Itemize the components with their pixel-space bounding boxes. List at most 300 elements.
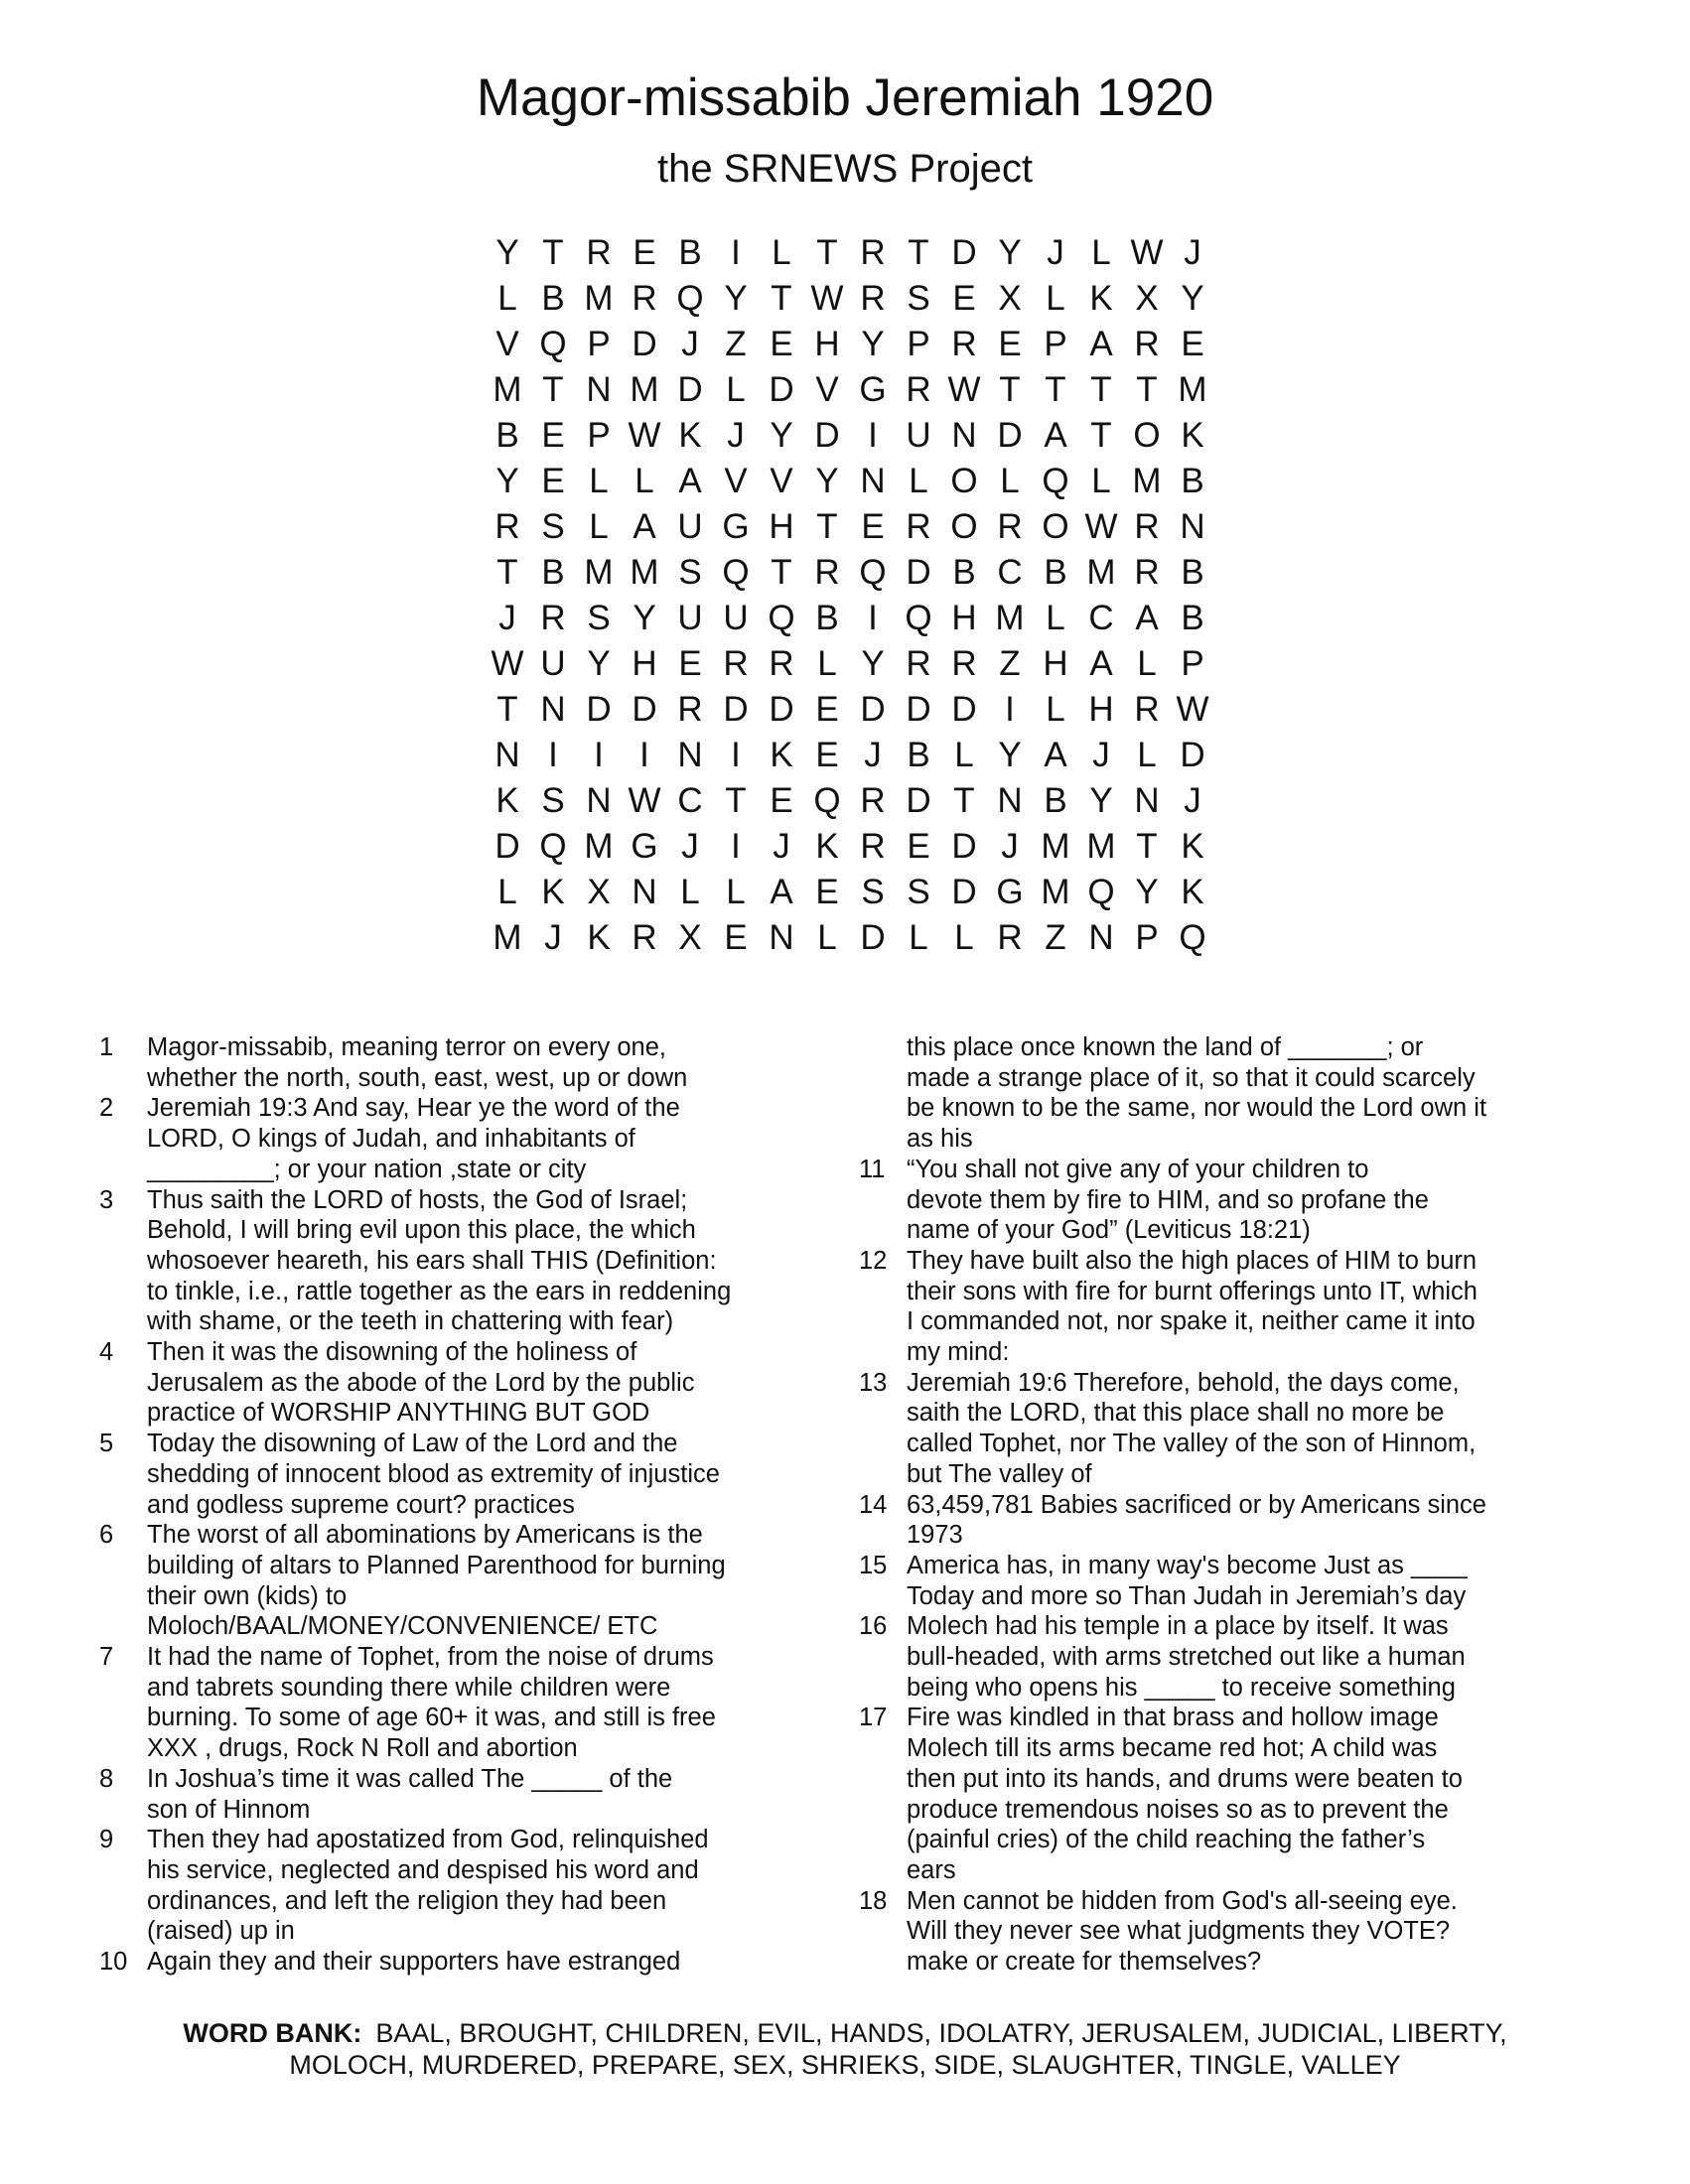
word-bank-words-line2: MOLOCH, MURDERED, PREPARE, SEX, SHRIEKS, SIDE, SLAUGHTER, TINGLE, VALLEY [289, 2050, 1401, 2080]
grid-letter: I [639, 736, 649, 774]
grid-letter: N [1134, 781, 1160, 820]
grid-letter: D [494, 827, 520, 866]
grid-letter: E [678, 644, 702, 683]
grid-letter: D [814, 416, 840, 455]
grid-letter: L [589, 462, 609, 500]
grid-letter: X [587, 873, 611, 911]
grid-letter: L [497, 279, 517, 318]
grid-letter: E [815, 690, 839, 729]
clue-number: 13 [859, 1368, 888, 1397]
grid-letter: U [906, 416, 931, 455]
grid-letter: M [1086, 827, 1116, 866]
grid-letter: B [952, 553, 976, 592]
grid-letter: J [681, 325, 699, 363]
grid-letter: D [860, 918, 886, 957]
grid-letter: N [769, 918, 794, 957]
grid-letter: W [1130, 233, 1164, 272]
grid-letter: K [495, 781, 519, 820]
clue-item [859, 1490, 1574, 1551]
grid-letter: W [810, 279, 844, 318]
word-bank-label: WORD BANK: [183, 2018, 362, 2048]
grid-letter: Y [770, 416, 793, 455]
grid-letter: A [770, 873, 793, 911]
grid-letter: D [951, 827, 977, 866]
grid-letter: E [952, 279, 976, 318]
grid-letter: M [1086, 553, 1116, 592]
clue-item [99, 1520, 814, 1642]
grid-letter: X [998, 279, 1022, 318]
grid-letter: R [951, 644, 977, 683]
grid-letter: Y [1181, 279, 1204, 318]
grid-letter: U [677, 599, 703, 637]
grid-letter: U [540, 644, 566, 683]
grid-letter: Z [725, 325, 747, 363]
grid-letter: P [587, 325, 611, 363]
grid-letter: L [954, 736, 974, 774]
grid-letter: T [1045, 370, 1066, 409]
grid-letter: T [496, 690, 518, 729]
grid-letter: Y [495, 233, 519, 272]
grid-letter: R [1134, 690, 1160, 729]
grid-letter: B [678, 233, 702, 272]
clue-text: Fire was kindled in that brass and hollow image Molech till its arms became red hot; A child was then put into its hands, and drums were beaten to produce tremendous noises so as to prevent the (painful cries) of the child reaching the father’s ears [907, 1704, 1463, 1884]
grid-letter: D [906, 690, 931, 729]
grid-letter: X [1135, 279, 1159, 318]
grid-letter: B [907, 736, 930, 774]
grid-letter: E [998, 325, 1022, 363]
grid-letter: E [541, 462, 565, 500]
grid-letter: R [769, 644, 794, 683]
grid-letter: T [771, 279, 792, 318]
grid-letter: R [860, 781, 886, 820]
grid-letter: I [1005, 690, 1015, 729]
grid-letter: R [860, 279, 886, 318]
grid-letter: I [731, 233, 741, 272]
grid-letter: Z [999, 644, 1021, 683]
clue-item [99, 1032, 814, 1093]
grid-letter: C [677, 781, 703, 820]
grid-letter: Q [1042, 462, 1069, 500]
grid-letter: N [1088, 918, 1114, 957]
grid-letter: Y [1089, 781, 1113, 820]
clue-text: Molech had his temple in a place by itself. It was bull-headed, with arms stretched out like a human being who opens his _____ to receive something [907, 1612, 1466, 1702]
grid-letter: R [997, 507, 1023, 546]
grid-letter: H [951, 599, 977, 637]
grid-letter: T [953, 781, 975, 820]
grid-letter: O [950, 507, 978, 546]
grid-letter: M [493, 370, 522, 409]
grid-letter: S [907, 279, 930, 318]
grid-letter: L [817, 918, 837, 957]
grid-letter: R [494, 507, 520, 546]
grid-letter: E [815, 736, 839, 774]
clue-number: 11 [859, 1155, 886, 1183]
grid-letter: L [726, 370, 746, 409]
clue-item [99, 1337, 814, 1429]
grid-letter: W [947, 370, 981, 409]
grid-letter: I [548, 736, 558, 774]
clue-10-continuation: this place once known the land of _______; or made a strange place of it, so that it could scarcely be known to be the same, nor would the Lord own it as his [907, 1033, 1487, 1154]
grid-letter: Q [768, 599, 795, 637]
grid-letter: D [723, 690, 749, 729]
grid-letter: I [594, 736, 604, 774]
grid-letter: T [771, 553, 792, 592]
clue-text: Jeremiah 19:6 Therefore, behold, the days come, saith the LORD, that this place shall no more be called Tophet, nor The valley of the son of Hinnom, but The valley of [907, 1368, 1477, 1488]
grid-letter: Y [495, 462, 519, 500]
grid-letter: K [1089, 279, 1113, 318]
grid-letter: D [860, 690, 886, 729]
grid-letter: K [1181, 873, 1204, 911]
clue-item [859, 1611, 1574, 1703]
grid-letter: N [540, 690, 566, 729]
grid-letter: S [541, 781, 565, 820]
clue-text: The worst of all abominations by Americans is the building of altars to Planned Parenthood for burning their own (kids) to Moloch/BAAL/MONEY/CONVENIENCE/ ETC [147, 1521, 726, 1641]
grid-letter: E [770, 781, 793, 820]
grid-letter: R [860, 233, 886, 272]
grid-letter: Y [998, 736, 1022, 774]
grid-letter: R [906, 370, 931, 409]
grid-letter: D [632, 690, 657, 729]
grid-letter: L [1046, 599, 1065, 637]
grid-letter: L [589, 507, 609, 546]
grid-letter: G [859, 370, 887, 409]
grid-letter: Q [676, 279, 704, 318]
grid-letter: R [677, 690, 703, 729]
grid-letter: Q [1179, 918, 1206, 957]
grid-letter: M [584, 827, 614, 866]
grid-letter: Y [1135, 873, 1159, 911]
grid-letter: T [1136, 827, 1158, 866]
grid-letter: M [584, 279, 614, 318]
grid-letter: E [633, 233, 656, 272]
grid-letter: Y [998, 233, 1022, 272]
grid-letter: R [906, 507, 931, 546]
grid-letter: L [726, 873, 746, 911]
grid-letter: L [680, 873, 700, 911]
grid-letter: V [815, 370, 839, 409]
grid-letter: W [491, 644, 524, 683]
grid-letter: S [907, 873, 930, 911]
grid-letter: N [586, 370, 612, 409]
grid-letter: Y [815, 462, 839, 500]
grid-letter: A [1044, 736, 1067, 774]
grid-letter: G [722, 507, 750, 546]
grid-letter: D [906, 781, 931, 820]
grid-letter: M [1041, 827, 1070, 866]
clue-number: 3 [99, 1185, 114, 1214]
grid-letter: I [731, 736, 741, 774]
clue-item [859, 1551, 1574, 1611]
clue-text: Again they and their supporters have estranged [147, 1948, 681, 1977]
grid-letter: R [1134, 507, 1160, 546]
clue-number: 8 [99, 1764, 114, 1793]
clue-text: In Joshua’s time it was called The _____ of the son of Hinnom [147, 1764, 673, 1824]
grid-letter: L [1091, 462, 1111, 500]
grid-letter: G [996, 873, 1024, 911]
grid-letter: P [1135, 918, 1159, 957]
grid-letter: K [770, 736, 793, 774]
grid-letter: J [727, 416, 745, 455]
clue-item [859, 1703, 1574, 1885]
grid-letter: J [1001, 827, 1019, 866]
clue-number: 9 [99, 1826, 114, 1854]
clue-text: 63,459,781 Babies sacrificed or by Americans since 1973 [907, 1490, 1486, 1550]
grid-letter: L [1046, 690, 1065, 729]
grid-letter: N [494, 736, 520, 774]
grid-letter: J [498, 599, 516, 637]
grid-letter: B [1181, 462, 1204, 500]
grid-letter: S [861, 873, 885, 911]
grid-letter: O [950, 462, 978, 500]
grid-letter: S [678, 553, 702, 592]
grid-letter: G [631, 827, 658, 866]
clue-number: 16 [859, 1612, 888, 1641]
clue-number: 1 [99, 1033, 114, 1061]
grid-letter: U [677, 507, 703, 546]
grid-letter: L [1046, 279, 1065, 318]
clue-item [99, 1825, 814, 1947]
clue-item [99, 1947, 814, 1978]
grid-letter: T [816, 233, 838, 272]
clue-number: 6 [99, 1521, 114, 1550]
grid-letter: D [677, 370, 703, 409]
grid-letter: H [632, 644, 657, 683]
grid-letter: M [630, 370, 659, 409]
grid-letter: Q [722, 553, 750, 592]
clue-text: Men cannot be hidden from God's all-seeing eye. Will they never see what judgments they VOTE? make or create for themselves? [907, 1886, 1458, 1977]
grid-letter: U [723, 599, 749, 637]
grid-letter: P [1044, 325, 1067, 363]
grid-letter: L [772, 233, 791, 272]
grid-letter: R [814, 553, 840, 592]
grid-letter: V [724, 462, 748, 500]
grid-letter: T [1136, 370, 1158, 409]
grid-letter: L [1137, 736, 1157, 774]
grid-letter: J [1092, 736, 1110, 774]
grid-letter: D [951, 233, 977, 272]
clue-item [99, 1764, 814, 1825]
grid-letter: D [769, 690, 794, 729]
grid-letter: X [678, 918, 702, 957]
grid-letter: T [496, 553, 518, 592]
grid-letter: M [630, 553, 659, 592]
grid-letter: B [815, 599, 839, 637]
grid-letter: K [587, 918, 611, 957]
grid-letter: J [1184, 781, 1201, 820]
grid-letter: O [1042, 507, 1069, 546]
grid-letter: E [815, 873, 839, 911]
grid-letter: R [1134, 553, 1160, 592]
clue-text: It had the name of Tophet, from the noise of drums and tabrets sounding there while children were burning. To some of age 60+ it was, and still is free XXX , drugs, Rock N Roll and abortion [147, 1643, 716, 1763]
grid-letter: E [907, 827, 930, 866]
clue-item [99, 1093, 814, 1184]
grid-letter: R [1134, 325, 1160, 363]
grid-letter: R [997, 918, 1023, 957]
clue-text: Magor-missabib, meaning terror on every one, whether the north, south, east, west, up or down [147, 1033, 688, 1092]
grid-letter: K [1181, 827, 1204, 866]
grid-letter: D [997, 416, 1023, 455]
clue-item [859, 1886, 1574, 1978]
clue-number: 15 [859, 1551, 888, 1579]
grid-letter: M [1132, 462, 1162, 500]
grid-letter: J [773, 827, 790, 866]
clue-list-right [859, 1032, 1574, 1978]
grid-letter: N [860, 462, 886, 500]
clue-text: Then it was the disowning of the holiness of Jerusalem as the abode of the Lord by the public practice of WORSHIP ANYTHING BUT GOD [147, 1338, 695, 1428]
grid-letter: D [769, 370, 794, 409]
grid-letter: M [1178, 370, 1207, 409]
grid-letter: J [544, 918, 562, 957]
grid-letter: A [678, 462, 702, 500]
grid-letter: Y [861, 644, 885, 683]
grid-letter: R [586, 233, 612, 272]
grid-letter: K [541, 873, 565, 911]
grid-letter: B [1044, 553, 1067, 592]
grid-letter: Y [861, 325, 885, 363]
grid-letter: H [769, 507, 794, 546]
clue-item [859, 1246, 1574, 1368]
grid-letter: Z [1045, 918, 1066, 957]
grid-letter: T [999, 370, 1021, 409]
clue-item [99, 1642, 814, 1764]
grid-letter: D [951, 873, 977, 911]
clue-list-left [99, 1032, 814, 1978]
grid-letter: W [628, 416, 661, 455]
grid-letter: T [725, 781, 747, 820]
grid-letter: E [541, 416, 565, 455]
grid-letter: V [770, 462, 793, 500]
word-bank [60, 2017, 1630, 2081]
clue-number: 18 [859, 1886, 888, 1915]
grid-letter: A [1135, 599, 1159, 637]
grid-letter: R [540, 599, 566, 637]
grid-letter: K [815, 827, 839, 866]
word-bank-words-line1: BAAL, BROUGHT, CHILDREN, EVIL, HANDS, IDOLATRY, JERUSALEM, JUDICIAL, LIBERTY, [375, 2018, 1507, 2048]
grid-letter: N [632, 873, 657, 911]
grid-letter: L [817, 644, 837, 683]
clue-text: Jeremiah 19:3 And say, Hear ye the word of the LORD, O kings of Judah, and inhabitants of _________; or your nation ,state or city [147, 1094, 680, 1183]
grid-letter: L [909, 462, 928, 500]
clue-number: 17 [859, 1704, 888, 1732]
grid-letter: D [906, 553, 931, 592]
grid-letter: W [1084, 507, 1118, 546]
clue-item [99, 1185, 814, 1338]
grid-letter: D [586, 690, 612, 729]
grid-letter: L [497, 873, 517, 911]
grid-letter: R [632, 918, 657, 957]
grid-letter: A [1089, 325, 1113, 363]
grid-letter: P [907, 325, 930, 363]
clue-item [99, 1429, 814, 1520]
grid-letter: T [908, 233, 929, 272]
grid-letter: B [541, 279, 565, 318]
page-title: Magor-missabib Jeremiah 1920 [476, 68, 1214, 127]
clue-text: “You shall not give any of your children to devote them by fire to HIM, and so profane the name of your God” (Leviticus 18:21) [907, 1155, 1429, 1245]
grid-letter: B [1181, 599, 1204, 637]
grid-letter: E [861, 507, 885, 546]
clue-text: Today the disowning of Law of the Lord and the shedding of innocent blood as extremity of injustice and godless supreme court? practices [147, 1430, 720, 1519]
clue-text: They have built also the high places of HIM to burn their sons with fire for burnt offerings unto IT, which I commanded not, nor spake it, neither came it into my mind: [907, 1246, 1478, 1367]
grid-letter: E [770, 325, 793, 363]
grid-letter: J [1047, 233, 1064, 272]
grid-letter: C [1088, 599, 1114, 637]
grid-letter: R [723, 644, 749, 683]
grid-letter: J [864, 736, 882, 774]
grid-letter: H [814, 325, 840, 363]
grid-letter: H [1088, 690, 1114, 729]
grid-letter: Y [633, 599, 656, 637]
grid-letter: B [1181, 553, 1204, 592]
clue-number: 4 [99, 1338, 114, 1367]
grid-letter: I [868, 416, 878, 455]
grid-letter: N [1180, 507, 1205, 546]
grid-letter: B [495, 416, 519, 455]
grid-letter: D [951, 690, 977, 729]
grid-letter: A [1044, 416, 1067, 455]
clue-number: 7 [99, 1643, 114, 1672]
grid-letter: D [1180, 736, 1205, 774]
clue-number: 2 [99, 1094, 114, 1123]
grid-letter: M [584, 553, 614, 592]
grid-letter: K [678, 416, 702, 455]
grid-letter: R [906, 644, 931, 683]
grid-letter: D [632, 325, 657, 363]
grid-letter: N [677, 736, 703, 774]
grid-letter: B [1044, 781, 1067, 820]
grid-letter: R [951, 325, 977, 363]
grid-letter: R [860, 827, 886, 866]
grid-letter: K [1181, 416, 1204, 455]
grid-letter: Y [587, 644, 611, 683]
grid-letter: L [954, 918, 974, 957]
grid-letter: Q [539, 325, 567, 363]
grid-letter: J [681, 827, 699, 866]
word-search-grid [485, 230, 1215, 961]
grid-letter: R [632, 279, 657, 318]
clue-text: Thus saith the LORD of hosts, the God of Israel; Behold, I will bring evil upon this place, the which whosoever heareth, his ears shall THIS (Definition: to tinkle, i.e., rattle together as the ears in reddening with shame, or the teeth in chattering with fear) [147, 1185, 732, 1336]
clue-number: 5 [99, 1430, 114, 1458]
grid-letter: M [493, 918, 522, 957]
grid-letter: L [1000, 462, 1020, 500]
grid-letter: J [1184, 233, 1201, 272]
grid-letter: Q [905, 599, 932, 637]
grid-letter: N [586, 781, 612, 820]
grid-letter: C [997, 553, 1023, 592]
grid-letter: S [541, 507, 565, 546]
grid-letter: T [542, 370, 564, 409]
clue-number: 14 [859, 1490, 888, 1519]
grid-letter: A [633, 507, 656, 546]
grid-letter: S [587, 599, 611, 637]
page-subtitle: the SRNEWS Project [657, 147, 1033, 191]
grid-letter: M [1041, 873, 1070, 911]
grid-letter: I [731, 827, 741, 866]
clue-text: Then they had apostatized from God, relinquished his service, neglected and despised his word and ordinances, and left the religion they had been (raised) up in [147, 1826, 709, 1946]
grid-letter: Q [539, 827, 567, 866]
grid-letter: B [541, 553, 565, 592]
grid-letter: V [495, 325, 519, 363]
grid-letter: W [1176, 690, 1209, 729]
grid-letter: T [542, 233, 564, 272]
grid-letter: H [1043, 644, 1068, 683]
grid-letter: N [997, 781, 1023, 820]
grid-letter: Q [1087, 873, 1115, 911]
grid-letter: N [951, 416, 977, 455]
grid-letter: P [1181, 644, 1204, 683]
grid-letter: W [628, 781, 661, 820]
grid-letter: L [909, 918, 928, 957]
clue-number: 12 [859, 1246, 888, 1275]
